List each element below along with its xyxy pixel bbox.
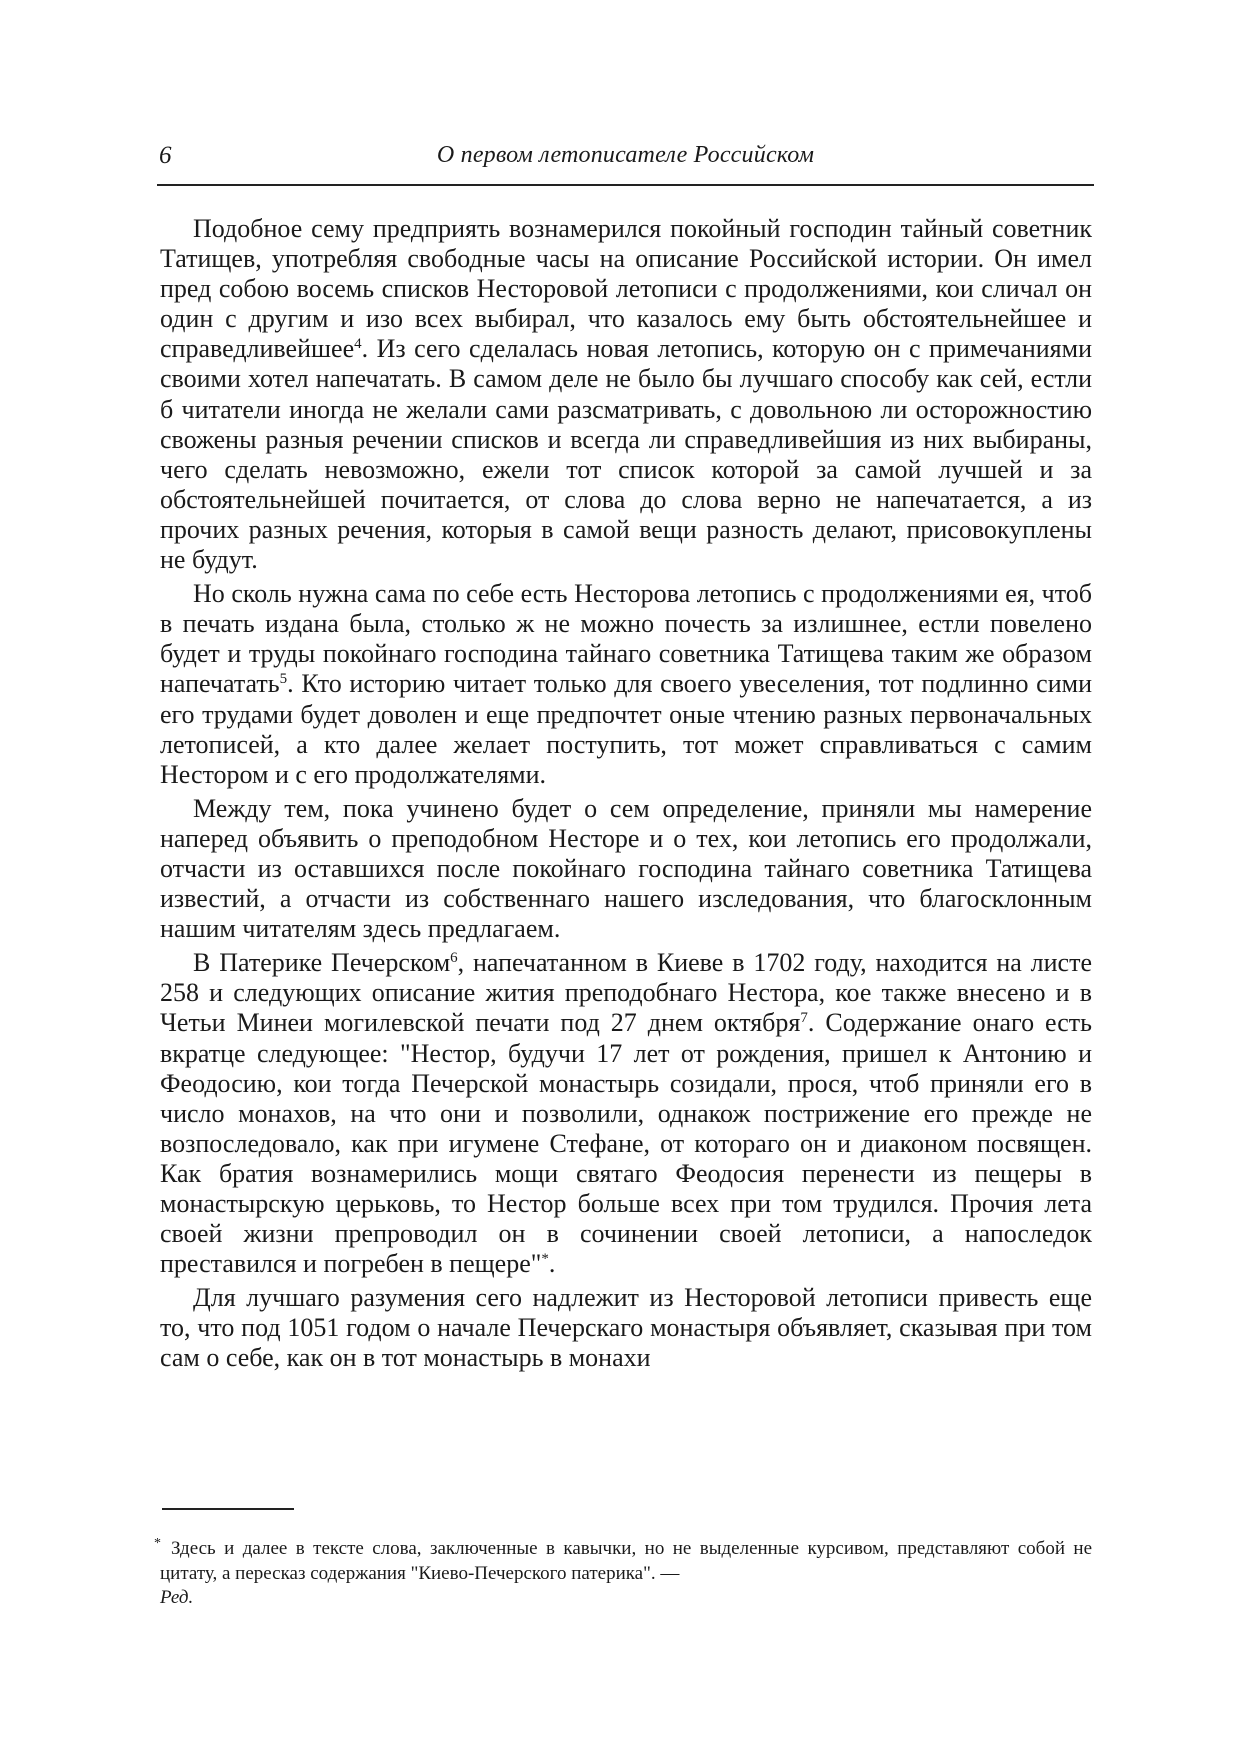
header-rule xyxy=(157,184,1094,186)
paragraph-2-text-b: . Кто историю читает только для своего увеселения, тот подлинно сими его трудами будет доволен и еще предпочтет оные чтению разных первоначальных летописей, а кто далее желает поступить, тот может справливаться с самим Нестором и с его продолжателями. xyxy=(160,669,1092,789)
footnote-ref-asterisk: * xyxy=(541,1251,549,1268)
paragraph-4-text-b: , напечатанном в Киеве в 1702 году, находится на листе 258 и следующих описание жития преподобнаго Нестора, кое также внесено и в Четьи Минеи могилевской печати под 27 днем октября xyxy=(160,948,1092,1038)
note-ref-5: 5 xyxy=(279,671,288,688)
footnote-editor-mark: Ред. xyxy=(160,1587,194,1608)
footnote-text: Здесь и далее в тексте слова, заключенные в кавычки, но не выделенные курсивом, представляют собой не цитату, а пересказ содержания "Киево-Печерского патерика". — xyxy=(160,1538,1092,1584)
paragraph-3: Между тем, пока учинено будет о сем определение, приняли мы намерение наперед объявить о преподобном Несторе и о тех, кои летопись его продолжали, отчасти из оставшихся после покойнаго господина тайнаго советника Татищева известий, а отчасти из собственнаго нашего изследования, что благосклонным нашим читателям здесь предлагаем. xyxy=(160,793,1092,944)
paragraph-4-text-d: . xyxy=(548,1249,556,1279)
running-title: О первом летописателе Российском xyxy=(436,142,815,168)
note-ref-4: 4 xyxy=(354,336,362,353)
body-text xyxy=(160,214,1092,1378)
paragraph-1-text-b: . Из сего сделалась новая летопись, которую он с примечаниями своими хотел напечатать. В самом деле не было бы лучшаго способу как сей, естли б читатели иногда не желали сами разсматривать, с довольною ли осторожностию свожены разныя речении списков и всегда ли справедливейшия из них выбираны, чего сделать невозможно, ежели тот список которой за самой лучшей и за обстоятельнейшей почитается, от слова до слова верно не напечатается, а из прочих разных речения, которыя в самой вещи разность делают, присовокуплены не будут. xyxy=(160,334,1092,575)
paragraph-1 xyxy=(160,214,1092,575)
footnote-paragraph xyxy=(154,1536,1092,1611)
note-ref-6: 6 xyxy=(450,950,458,967)
paragraph-4 xyxy=(160,948,1092,1279)
paragraph-4-text-a: В Патерике Печерском xyxy=(193,948,451,978)
footnote-mark: * xyxy=(154,1536,161,1551)
page-number: 6 xyxy=(159,142,172,169)
footnote-rule xyxy=(162,1508,294,1510)
footnote xyxy=(154,1536,1092,1611)
paragraph-2-text-a: Но сколь нужна сама по себе есть Несторова летопись с продолжениями ея, чтоб в печать издана была, столько ж не можно почесть за излишнее, естли повелено будет и труды покойнаго господина тайнаго советника Татищева таким же образом напечатать xyxy=(160,579,1092,699)
note-ref-7: 7 xyxy=(800,1010,808,1027)
paragraph-1-text-a: Подобное сему предприять вознамерился покойный господин тайный советник Татищев, употребляя свободные часы на описание Российской истории. Он имел пред собою восемь списков Несторовой летописи с продолжениями, кои сличал он один с другим и изо всех выбирал, что казалось ему быть обстоятельнейшее и справедливейшее xyxy=(160,214,1092,364)
page-header xyxy=(157,142,1094,182)
paragraph-5: Для лучшаго разумения сего надлежит из Несторовой летописи привесть еще то, что под 1051 годом о начале Печерскаго монастыря объявляет, сказывая при том сам о себе, как он в тот монастырь в монахи xyxy=(160,1283,1092,1373)
paragraph-4-text-c: . Содержание онаго есть вкратце следующее: "Нестор, будучи 17 лет от рождения, пришел к Антонию и Феодосию, кои тогда Печерской монастырь созидали, прося, чтоб приняли его в число монахов, на что они и позволили, однакож пострижение его прежде не возпоследовало, как при игумене Стефане, от котораго он и диаконом посвящен. Как братия вознамерились мощи святаго Феодосия перенести из пещеры в монастырскую церьковь, то Нестор больше всех при том трудился. Прочия лета своей жизни препроводил он в сочинении своей летописи, а напоследок преставился и погребен в пещере" xyxy=(160,1008,1093,1279)
paragraph-2 xyxy=(160,579,1092,790)
